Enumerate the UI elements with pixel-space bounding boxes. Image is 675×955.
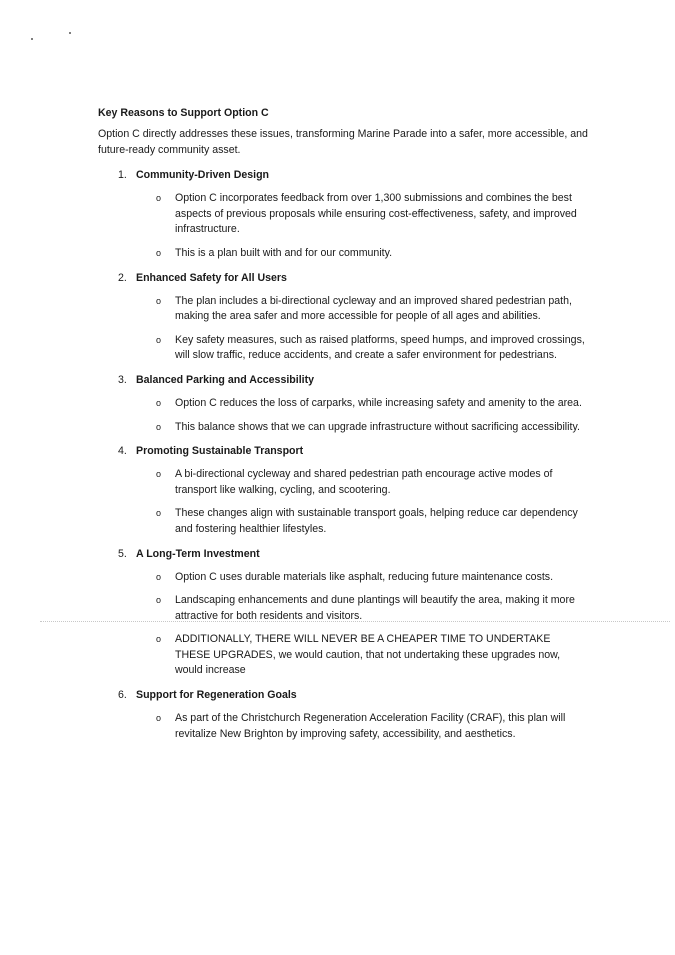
list-item-text: The plan includes a bi-directional cycleway and an improved shared pedestrian path, making the area safer and more accessible for people of all ages and abilities. (175, 294, 572, 323)
section-regeneration-goals (98, 687, 588, 742)
scan-speck (69, 32, 71, 34)
section-balanced-parking (98, 372, 588, 435)
list-item-text: As part of the Christchurch Regeneration Acceleration Facility (CRAF), this plan will revitalize New Brighton by improving safety, accessibility, and aesthetics. (175, 712, 566, 740)
circle-bullet-icon: o (156, 295, 162, 306)
list-item-text: Landscaping enhancements and dune plantings will beautify the area, making it more attractive for both residents and visitors. (175, 594, 575, 622)
section-title-text: Support for Regeneration Goals (136, 689, 297, 702)
section-title (98, 270, 588, 286)
section-number: 5. (118, 547, 127, 560)
document-heading: Key Reasons to Support Option C (98, 107, 269, 119)
section-title-text: A Long-Term Investment (136, 547, 260, 560)
intro-paragraph: Option C directly addresses these issues, transforming Marine Parade into a safer, more accessible, and future-ready community asset. (98, 128, 588, 156)
list-item (98, 632, 588, 679)
circle-bullet-icon: o (156, 193, 162, 204)
section-title (98, 443, 588, 459)
section-title-text: Community-Driven Design (136, 169, 270, 182)
circle-bullet-icon: o (156, 634, 162, 645)
section-community-driven-design (98, 167, 588, 261)
circle-bullet-icon: o (156, 334, 162, 345)
list-item (98, 711, 588, 742)
list-item (98, 191, 588, 238)
circle-bullet-icon: o (156, 508, 162, 519)
section-title (98, 372, 588, 388)
section-number: 1. (118, 169, 127, 182)
list-item (98, 420, 588, 436)
section-enhanced-safety (98, 270, 588, 364)
list-item-text: This is a plan built with and for our community. (175, 246, 393, 259)
list-item (98, 593, 588, 624)
circle-bullet-icon: o (156, 595, 162, 606)
section-long-term-investment (98, 546, 588, 680)
list-item-text: These changes align with sustainable transport goals, helping reduce car dependency and fostering healthier lifestyles. (175, 507, 578, 535)
circle-bullet-icon: o (156, 397, 162, 408)
circle-bullet-icon: o (156, 421, 162, 432)
section-title-text: Enhanced Safety for All Users (136, 271, 287, 284)
list-item (98, 246, 588, 262)
section-number: 3. (118, 373, 127, 386)
list-item (98, 570, 588, 586)
section-sustainable-transport (98, 443, 588, 537)
document-body (98, 105, 588, 750)
list-item-text: ADDITIONALLY, THERE WILL NEVER BE A CHEAPER TIME TO UNDERTAKE THESE UPGRADES, we would caution, that not undertaking these upgrades now, would increase (175, 633, 561, 677)
list-item-text: Option C incorporates feedback from over 1,300 submissions and combines the best aspects of previous proposals while ensuring cost-effectiveness, safety, and improved infrastructure. (175, 192, 577, 236)
list-item (98, 467, 588, 498)
section-title (98, 687, 588, 703)
section-title (98, 167, 588, 183)
circle-bullet-icon: o (156, 571, 162, 582)
section-title-text: Promoting Sustainable Transport (136, 445, 304, 458)
section-title-text: Balanced Parking and Accessibility (136, 373, 315, 386)
list-item (98, 333, 588, 364)
scan-speck (31, 38, 33, 40)
section-number: 6. (118, 689, 127, 702)
circle-bullet-icon: o (156, 469, 162, 480)
section-title (98, 546, 588, 562)
section-number: 2. (118, 271, 127, 284)
list-item (98, 396, 588, 412)
list-item-text: Key safety measures, such as raised platforms, speed humps, and improved crossings, will slow traffic, reduce accidents, and create a safer environment for pedestrians. (175, 333, 585, 362)
circle-bullet-icon: o (156, 713, 162, 724)
list-item (98, 506, 588, 537)
list-item-text: Option C reduces the loss of carparks, while increasing safety and amenity to the area. (175, 396, 582, 409)
list-item-text: A bi-directional cycleway and shared pedestrian path encourage active modes of transport like walking, cycling, and scootering. (175, 468, 553, 496)
list-item-text: Option C uses durable materials like asphalt, reducing future maintenance costs. (175, 570, 554, 583)
section-number: 4. (118, 445, 127, 458)
list-item-text: This balance shows that we can upgrade infrastructure without sacrificing accessibility. (175, 420, 580, 433)
list-item (98, 294, 588, 325)
circle-bullet-icon: o (156, 247, 162, 258)
